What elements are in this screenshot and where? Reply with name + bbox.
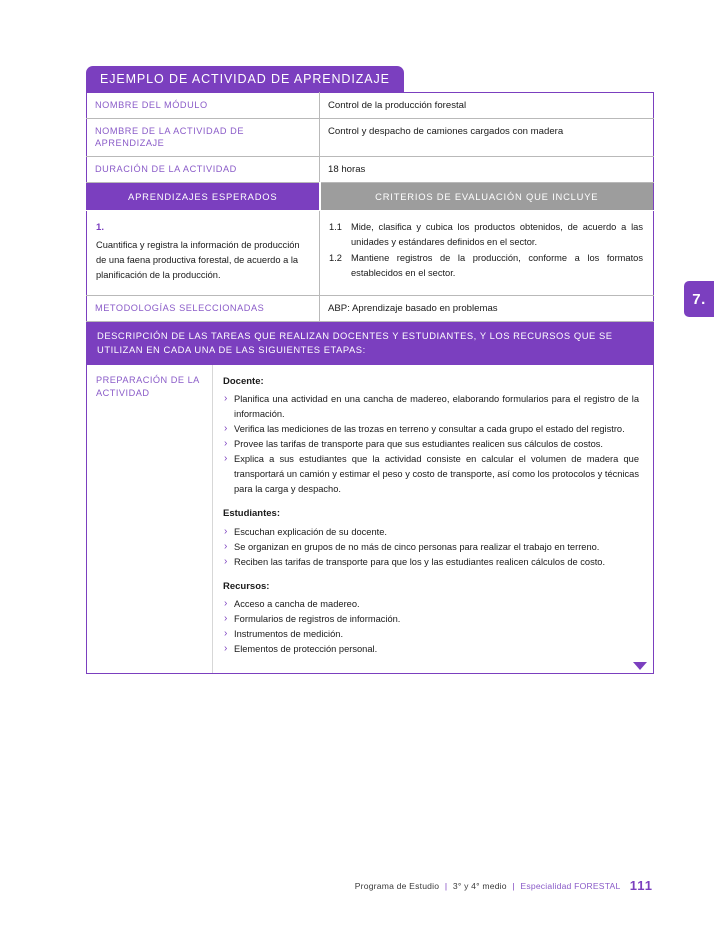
stage-body [213,365,653,674]
card-title-tab: EJEMPLO DE ACTIVIDAD DE APRENDIZAJE [86,66,404,92]
page-number: 111 [629,878,653,893]
criteria-cell [320,211,654,296]
stage-group-estudiantes [223,506,639,570]
table-row [87,156,654,182]
group-list [223,392,639,497]
footer-program: Programa de Estudio [354,881,440,891]
footer-separator: | [512,881,515,891]
stage-row [86,365,654,675]
footer-specialty: Especialidad FORESTAL [520,881,621,891]
description-band: DESCRIPCIÓN DE LAS TAREAS QUE REALIZAN DOCENTES Y ESTUDIANTES, Y LOS RECURSOS QUE SE UTILIZAN EN CADA UNA DE LAS SIGUIENTES ETAPAS: [86,322,654,364]
stage-label: PREPARACIÓN DE LA ACTIVIDAD [87,365,213,674]
list-item: › Planifica una actividad en una cancha de madereo, elaborando formularios para el registro de la información. [223,392,639,422]
group-list [223,525,639,570]
list-item: › Instrumentos de medición. [223,627,639,642]
criteria-item [329,251,643,281]
table-header-band [87,183,654,211]
group-list [223,597,639,657]
criteria-number: 1.2 [329,253,342,264]
table-row [87,118,654,156]
list-item: › Acceso a cancha de madereo. [223,597,639,612]
list-item: › Elementos de protección personal. [223,642,639,657]
footer-separator: | [444,881,448,891]
activity-info-table [86,92,654,323]
group-heading: Docente: [223,375,264,387]
list-item: › Explica a sus estudiantes que la actividad consiste en calcular el volumen de madera que transportará un camión y estimar el peso y costo de transporte, así como los protocolos y técnicas para la carga y despacho. [223,452,639,497]
page-footer [0,878,720,893]
table-row [87,211,654,296]
learning-outcome-number: 1. [96,222,105,234]
group-heading: Recursos: [223,580,270,592]
header-aprendizajes-esperados: APRENDIZAJES ESPERADOS [87,183,320,211]
stage-group-docente [223,374,639,498]
criteria-item [329,220,643,250]
table-row [87,295,654,321]
learning-outcome-text: Cuantifica y registra la información de producción de una faena productiva forestal, de acuerdo a la planificación de la producción. [96,239,300,280]
header-criterios-evaluacion: CRITERIOS DE EVALUACIÓN QUE INCLUYE [320,183,654,211]
criteria-text: Mantiene registros de la producción, conforme a los formatos establecidos en el sector. [351,253,643,279]
activity-card [86,66,654,674]
table-row [87,92,654,118]
footer-level: 3° y 4° medio [452,881,507,891]
learning-outcome-cell [87,211,320,296]
list-item: › Se organizan en grupos de no más de cinco personas para realizar el trabajo en terreno. [223,540,639,555]
criteria-number: 1.1 [329,222,342,233]
row-value-modulo: Control de la producción forestal [320,92,654,118]
list-item: › Formularios de registros de información. [223,612,639,627]
criteria-text: Mide, clasifica y cubica los productos obtenidos, de acuerdo a las unidades y estándares definidos en el sector. [351,222,643,248]
row-value-duracion: 18 horas [320,156,654,182]
list-item: › Escuchan explicación de su docente. [223,525,639,540]
page-section-tab [684,281,714,317]
page-section-tab-label: 7. [692,290,706,308]
list-item: › Reciben las tarifas de transporte para que los y las estudiantes realicen cálculos de costo. [223,555,639,570]
group-heading: Estudiantes: [223,508,281,520]
row-label-duracion: DURACIÓN DE LA ACTIVIDAD [87,156,320,182]
list-item: › Verifica las mediciones de las trozas en terreno y consultar a cada grupo el estado del registro. [223,422,639,437]
row-label-modulo: NOMBRE DEL MÓDULO [87,92,320,118]
row-label-metodologias: METODOLOGÍAS SELECCIONADAS [87,295,320,321]
row-value-metodologias: ABP: Aprendizaje basado en problemas [320,295,654,321]
stage-group-recursos [223,579,639,658]
continues-below-triangle-icon [633,662,647,670]
row-label-actividad: NOMBRE DE LA ACTIVIDAD DE APRENDIZAJE [87,118,320,156]
list-item: › Provee las tarifas de transporte para que sus estudiantes realicen sus cálculos de costos. [223,437,639,452]
card-title-tab-wrap [86,66,654,92]
row-value-actividad: Control y despacho de camiones cargados con madera [320,118,654,156]
